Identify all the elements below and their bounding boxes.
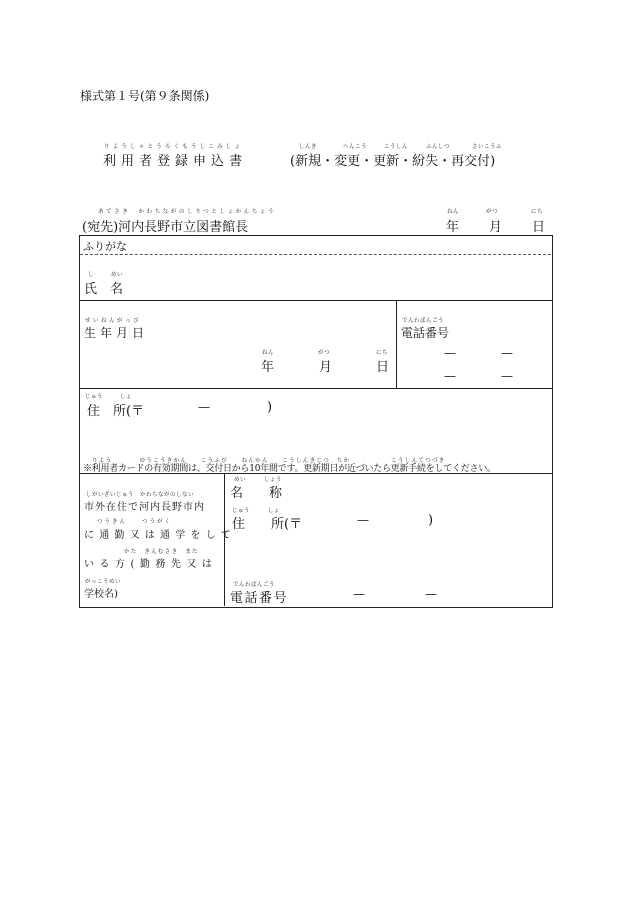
birth-ruby: せいねんがっぴ — [85, 318, 142, 324]
name-label: 氏 名 — [84, 282, 124, 297]
addressee-ruby: あてさき かわちながのしりつとしょかんちょう — [98, 209, 277, 215]
birth-year[interactable]: 年 — [261, 360, 275, 375]
validity-notice: ※利用者カードの有効期間は、交付日から10年間です。更新期日が近づいたら更新手続をしてください。 — [83, 464, 496, 474]
birth-label: 生年月日 — [84, 326, 149, 340]
birth-day[interactable]: 日 — [376, 360, 390, 375]
form-title: 利用者登録申込書 — [103, 154, 248, 169]
application-types: (新規・変更・更新・紛失・再交付) — [290, 154, 496, 169]
birth-day-ruby: にち — [376, 350, 389, 356]
commuter-line-1: 市外在住で河内長野市内 — [84, 502, 205, 513]
workplace-phone-sep-2: — — [425, 587, 437, 601]
row-divider-1 — [79, 300, 552, 301]
workplace-name-ruby: めい しょう — [234, 477, 283, 483]
commuter-ruby-1: しがいざいじゅう かわちながのしない — [86, 492, 195, 498]
commuter-line-2: に通勤又は通学をして — [84, 530, 236, 541]
birth-month-ruby: がつ — [318, 350, 331, 356]
furigana-field[interactable] — [150, 238, 540, 252]
workplace-name-label: 名 称 — [230, 486, 283, 501]
phone-label: 電話番号 — [401, 326, 450, 340]
addressee: (宛先)河内長野市立図書館長 — [82, 220, 249, 235]
date-day-ruby: にち — [531, 209, 544, 215]
birth-phone-divider — [396, 300, 397, 388]
phone-sep-3: — — [444, 369, 456, 383]
row-divider-2 — [79, 388, 552, 389]
types-ruby-3: こうしん — [384, 144, 409, 150]
furigana-label: ふりがな — [83, 240, 127, 253]
form-number: 様式第１号(第９条関係) — [80, 89, 210, 103]
workplace-postal-sep: — — [357, 513, 369, 527]
address-close: ) — [267, 400, 273, 415]
address-field[interactable] — [86, 418, 546, 452]
types-ruby-2: へんこう — [343, 144, 368, 150]
workplace-phone-sep-1: — — [353, 587, 365, 601]
title-ruby: りようしゃとうろくもうしこみしょ — [104, 144, 244, 150]
phone-field[interactable] — [400, 340, 548, 384]
types-ruby-5: さいこうふ — [472, 144, 503, 150]
workplace-address-field[interactable] — [232, 532, 544, 576]
commuter-line-4: 学校名) — [84, 589, 118, 600]
date-year-ruby: ねん — [447, 209, 460, 215]
workplace-address-close: ) — [428, 513, 434, 528]
commuter-ruby-4: がっこうめい — [85, 579, 122, 585]
name-ruby-shi: し — [88, 272, 95, 278]
date-year: 年 — [446, 220, 460, 235]
phone-sep-1: — — [444, 346, 456, 360]
workplace-address-label: 住 所(〒 — [232, 517, 303, 532]
commuter-ruby-2: つうきん つうがく — [97, 519, 173, 525]
address-ruby-sho: しょ — [120, 394, 133, 400]
commuter-ruby-3: かた きんむさき また — [124, 549, 199, 555]
types-ruby-1: しんき — [299, 144, 318, 150]
row-divider-3 — [79, 473, 552, 474]
furigana-divider — [80, 254, 551, 255]
notice-ruby: りよう ゆうこうきかん こうふび ねんかん こうしんきじつ ちか こうしんてつづき — [92, 458, 446, 464]
phone-sep-4: — — [501, 369, 513, 383]
phone-sep-2: — — [501, 346, 513, 360]
date-day: 日 — [532, 220, 546, 235]
workplace-phone-label: 電話番号 — [230, 591, 289, 606]
phone-ruby: でんわばんごう — [402, 318, 445, 324]
name-field[interactable] — [140, 262, 540, 296]
workplace-address-ruby: じゅう しょ — [232, 508, 281, 514]
birth-year-ruby: ねん — [262, 350, 275, 356]
workplace-name-field[interactable] — [300, 478, 544, 498]
types-ruby-4: ふんしつ — [426, 144, 451, 150]
workplace-phone-ruby: でんわばんごう — [233, 582, 276, 588]
address-postal-sep: — — [198, 400, 210, 414]
birth-month[interactable]: 月 — [319, 360, 333, 375]
address-ruby-ju: じゅう — [85, 394, 104, 400]
date-month: 月 — [489, 220, 503, 235]
date-month-ruby: がつ — [486, 209, 499, 215]
address-label: 住 所(〒 — [87, 404, 145, 419]
commuter-line-3: いる方(勤務先又は — [84, 559, 218, 570]
name-ruby-mei: めい — [111, 272, 124, 278]
